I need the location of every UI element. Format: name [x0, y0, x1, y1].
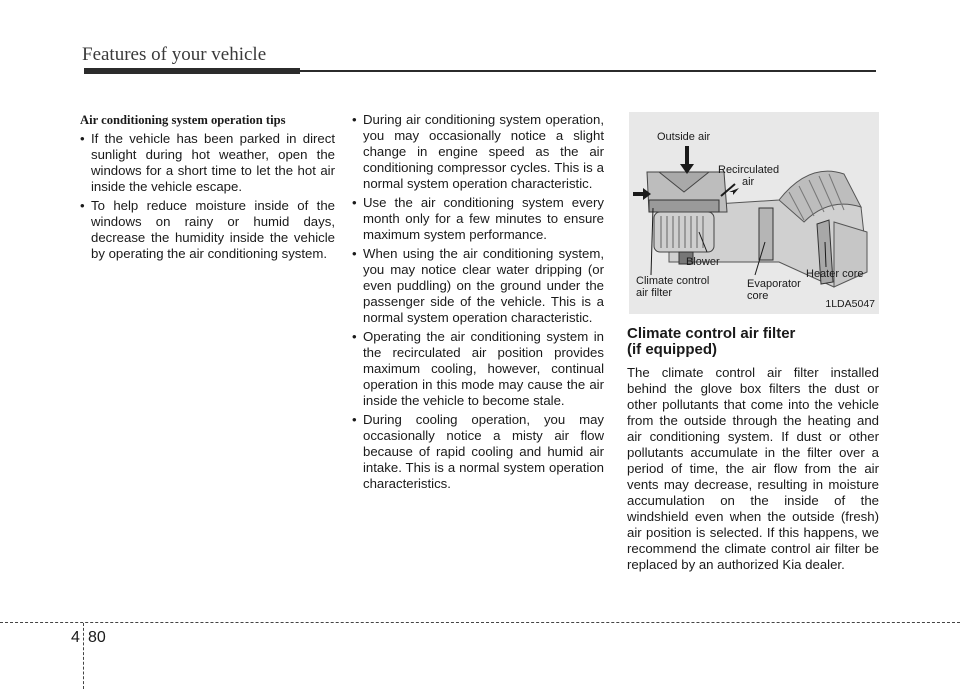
hvac-diagram: [629, 112, 879, 314]
bullet-item: • Operating the air conditioning system in the recirculated air position provides maximum cooling, however, continual operation in this mode may cause the air inside the vehicle to become stale.: [352, 329, 604, 409]
bullet-list: [80, 131, 335, 262]
section-body: The climate control air filter installed behind the glove box filters the dust or other pollutants that come into the vehicle from the outside through the heating and air conditioning system. If dust or other pollutants accumulate in the filter over a period of time, the air flow from the air vents may decrease, resulting in moisture accumulation on the inside of the windshield even when the outside (fresh) air position is selected. If this happens, we recommend the climate control air filter be replaced by an authorized Kia dealer.: [627, 365, 879, 572]
chapter-number: 4: [71, 629, 80, 646]
label-outside-air: Outside air: [657, 131, 711, 143]
header-rule: [300, 70, 876, 72]
label-blower: Blower: [686, 256, 720, 268]
subheading: Air conditioning system operation tips: [80, 113, 286, 127]
column-right: [627, 112, 879, 573]
footer-rule: [0, 622, 960, 623]
section-title-line2: (if equipped): [627, 341, 717, 358]
bullet-item: • Use the air conditioning system every month only for a few minutes to ensure maximum system performance.: [352, 195, 604, 243]
bullet-list: [352, 112, 604, 492]
figure-code: 1LDA5047: [825, 298, 875, 310]
label-heater-core: Heater core: [806, 268, 864, 280]
header-bar: [84, 68, 300, 74]
section-title: [627, 326, 879, 358]
column-middle: [352, 112, 604, 495]
bullet-item: • During cooling operation, you may occasionally notice a misty air flow because of rapid cooling and humid air intake. This is a normal system operation characteristics.: [352, 412, 604, 492]
label-evaporator: Evaporator: [747, 278, 801, 290]
bullet-item: • During air conditioning system operation, you may occasionally notice a slight change in engine speed as the air conditioning compressor cycles. This is a normal system operation characteristic.: [352, 112, 604, 192]
bullet-item: • When using the air conditioning system, you may notice clear water dripping (or even puddling) on the ground under the passenger side of the vehicle. This is a normal system operation characteristic.: [352, 246, 604, 326]
bullet-item: • If the vehicle has been parked in direct sunlight during hot weather, open the windows for a short time to let the hot air inside the vehicle escape.: [80, 131, 335, 195]
label-recirculated-air: Recirculated: [718, 164, 780, 176]
page-number: 80: [88, 629, 106, 646]
label-climate-filter-2: air filter: [636, 287, 673, 299]
label-recirculated-air-2: air: [742, 176, 755, 188]
page-header-title: Features of your vehicle: [82, 44, 267, 65]
label-evaporator-2: core: [747, 290, 769, 302]
section-title-line1: Climate control air filter: [627, 325, 796, 342]
bullet-item: • To help reduce moisture inside of the windows on rainy or humid days, decrease the humidity inside the vehicle by operating the air conditioning system.: [80, 198, 335, 262]
footer-divider: [83, 623, 84, 689]
label-climate-filter: Climate control: [636, 275, 710, 287]
column-left: [80, 112, 335, 265]
